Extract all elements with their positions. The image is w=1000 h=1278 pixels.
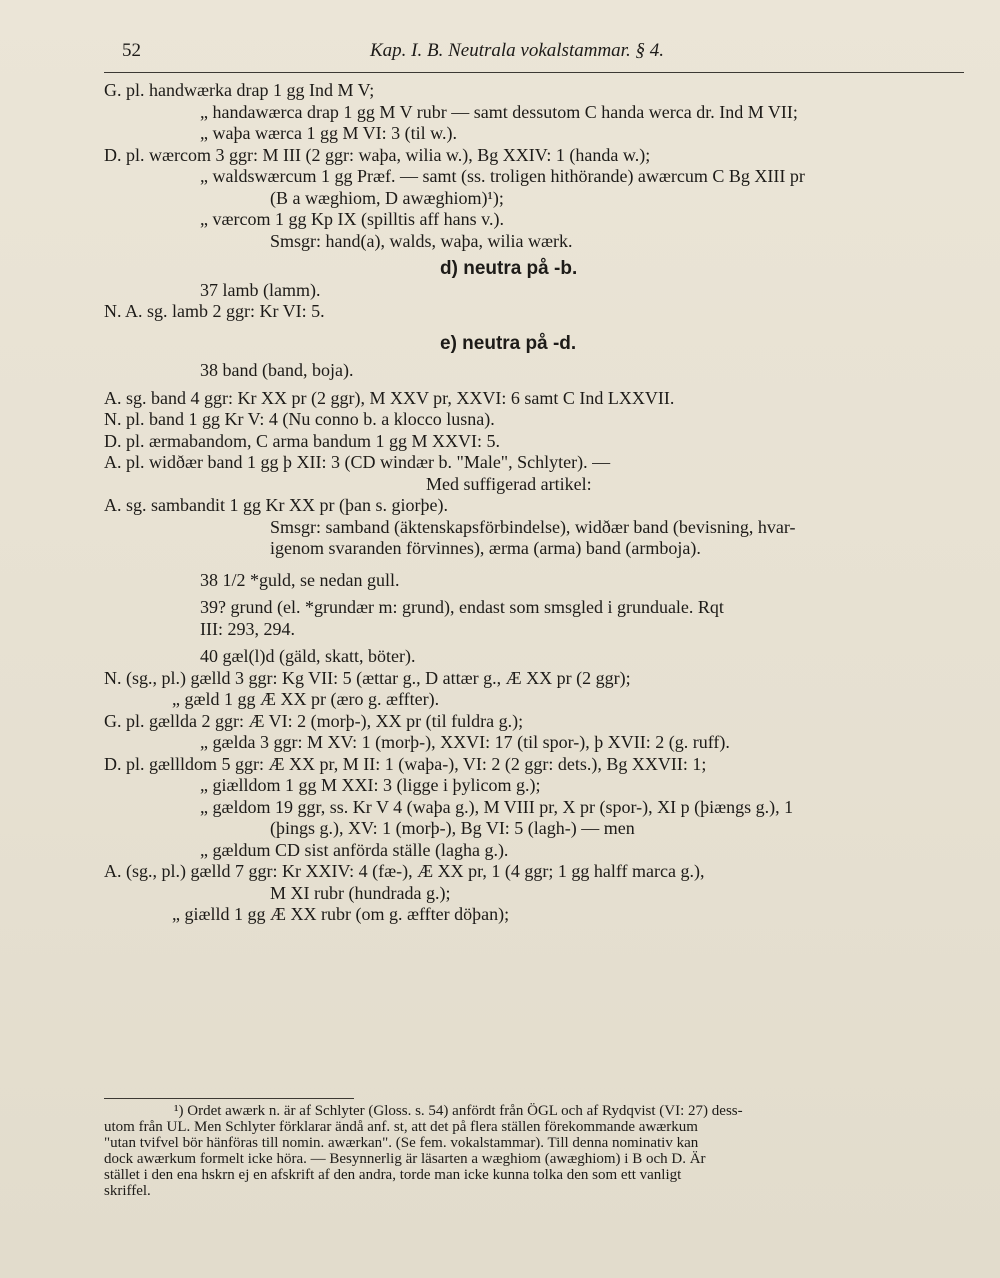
text-line: A. pl. widðær band 1 gg þ XII: 3 (CD windær b. "Male", Schlyter). — xyxy=(104,452,611,472)
text-line: „ waþa wærca 1 gg M VI: 3 (til w.). xyxy=(200,123,457,143)
footnote-line: ¹) Ordet awærk n. är af Schlyter (Gloss. s. 54) anfördt från ÖGL och af Rydqvist (VI: 27) dess- xyxy=(174,1103,743,1119)
page-header xyxy=(122,40,962,70)
entry-heading: 40 gæl(l)d (gäld, skatt, böter). xyxy=(200,646,416,666)
section-heading: d) neutra på -b. xyxy=(440,258,578,279)
footnote-rule xyxy=(104,1098,354,1099)
text-line: III: 293, 294. xyxy=(200,618,295,639)
text-line: N. (sg., pl.) gælld 3 ggr: Kg VII: 5 (ættar g., D attær g., Æ XX pr (2 ggr); xyxy=(104,667,631,688)
footnotes xyxy=(104,1103,964,1199)
entry-heading: 38 band (band, boja). xyxy=(200,360,354,380)
entry-heading: 38 1/2 *guld, se nedan gull. xyxy=(200,569,400,590)
footnote-line: skriffel. xyxy=(104,1183,151,1199)
entry-heading: 37 lamb (lamm). xyxy=(200,279,321,300)
text-line: (þings g.), XV: 1 (morþ-), Bg VI: 5 (lagh-) — men xyxy=(270,818,635,838)
running-title: Kap. I. B. Neutrala vokalstammar. § 4. xyxy=(370,40,664,61)
text-line: „ giælldom 1 gg M XXI: 3 (ligge i þylicom g.); xyxy=(200,775,541,795)
footnote-line: utom från UL. Men Schlyter förklarar ändå anf. st, att det på flera ställen förekommande awærkum xyxy=(104,1119,698,1135)
page-number: 52 xyxy=(122,40,141,61)
text-line: „ gældom 19 ggr, ss. Kr V 4 (waþa g.), M VIII pr, X pr (spor-), XI p (þiængs g.), 1 xyxy=(200,796,794,817)
text-line: „ gæld 1 gg Æ XX pr (æro g. æffter). xyxy=(172,689,440,709)
body-text xyxy=(104,80,964,926)
text-line: „ waldswærcum 1 gg Præf. — samt (ss. troligen hithörande) awærcum C Bg XIII pr xyxy=(200,166,805,186)
footnote-line: stället i den ena hskrn ej en afskrift af den andra, torde man icke kunna tolka den som ett vanligt xyxy=(104,1167,682,1183)
text-line: „ giælld 1 gg Æ XX rubr (om g. æffter döþan); xyxy=(172,904,510,924)
text-line: M XI rubr (hundrada g.); xyxy=(270,882,451,903)
text-line: A. sg. band 4 ggr: Kr XX pr (2 ggr), M XXV pr, XXVI: 6 samt C Ind LXXVII. xyxy=(104,387,675,408)
text-line: D. pl. wærcom 3 ggr: M III (2 ggr: waþa, wilia w.), Bg XXIV: 1 (handa w.); xyxy=(104,144,651,165)
text-line: D. pl. ærmabandom, C arma bandum 1 gg M XXVI: 5. xyxy=(104,430,500,451)
text-line: G. pl. gællda 2 ggr: Æ VI: 2 (morþ-), XX pr (til fuldra g.); xyxy=(104,710,524,731)
header-rule xyxy=(104,72,964,73)
text-line: G. pl. handwærka drap 1 gg Ind M V; xyxy=(104,80,375,100)
text-line: Smsgr: samband (äktenskapsförbindelse), widðær band (bevisning, hvar- xyxy=(270,516,796,537)
section-heading: e) neutra på -d. xyxy=(440,332,577,354)
text-line: „ handawærca drap 1 gg M V rubr — samt dessutom C handa werca dr. Ind M VII; xyxy=(200,101,798,122)
text-line: „ værcom 1 gg Kp IX (spilltis aff hans v.). xyxy=(200,209,504,229)
text-line: „ gælda 3 ggr: M XV: 1 (morþ-), XXVI: 17 (til spor-), þ XVII: 2 (g. ruff). xyxy=(200,732,730,752)
text-line: (B a wæghiom, D awæghiom)¹); xyxy=(270,187,504,208)
text-line: Smsgr: hand(a), walds, waþa, wilia wærk. xyxy=(270,230,573,251)
text-line: A. (sg., pl.) gælld 7 ggr: Kr XXIV: 4 (fæ-), Æ XX pr, 1 (4 ggr; 1 gg halff marca g.), xyxy=(104,861,705,881)
text-line: „ gældum CD sist anförda ställe (lagha g.). xyxy=(200,839,509,860)
footnote-line: dock awærkum formelt icke höra. — Besynnerlig är läsarten a wæghiom (awæghiom) i B och D. Är xyxy=(104,1151,706,1167)
text-line: N. A. sg. lamb 2 ggr: Kr VI: 5. xyxy=(104,301,325,321)
entry-heading: 39? grund (el. *grundær m: grund), endast som smsgled i grunduale. Rqt xyxy=(200,597,724,617)
text-line: N. pl. band 1 gg Kr V: 4 (Nu conno b. a klocco lusna). xyxy=(104,409,495,429)
text-line: D. pl. gællldom 5 ggr: Æ XX pr, M II: 1 (waþa-), VI: 2 (2 ggr: dets.), Bg XXVII: 1; xyxy=(104,753,707,774)
text-line: igenom svaranden förvinnes), ærma (arma) band (armboja). xyxy=(270,538,701,558)
text-line: A. sg. sambandit 1 gg Kr XX pr (þan s. giorþe). xyxy=(104,495,448,515)
text-line: Med suffigerad artikel: xyxy=(426,473,592,494)
footnote-line: "utan tvifvel bör hänföras till nomin. awærkan". (Se fem. vokalstammar). Till denna nominativ kan xyxy=(104,1135,699,1151)
